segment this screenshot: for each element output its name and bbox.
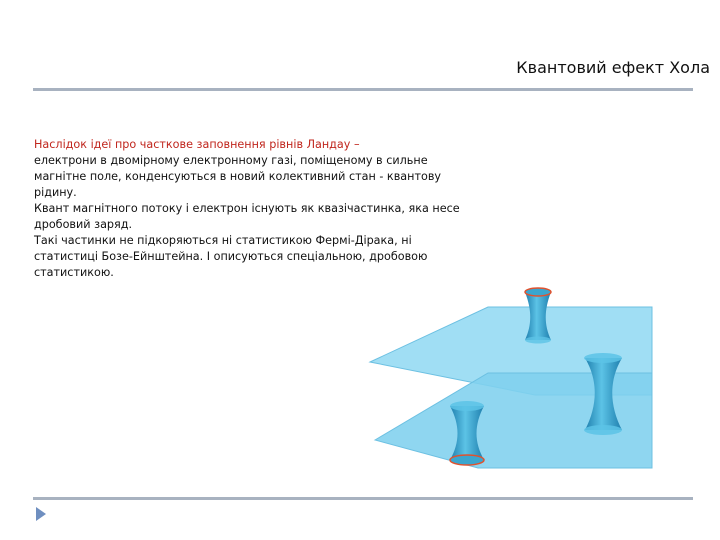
top-divider [33, 88, 693, 91]
body-line: Квант магнітного потоку і електрон існують як квазічастинка, яка несе [34, 202, 460, 215]
lead-line: Наслідок ідеї про часткове заповнення рівнів Ландау – [34, 138, 360, 151]
body-line: статистикою. [34, 266, 114, 279]
body-line: магнітне поле, конденсуються в новий колективний стан - квантову [34, 170, 442, 183]
body-line: дробовий заряд. [34, 218, 133, 231]
bottom-divider [33, 497, 693, 500]
body-line: Такі частинки не підкоряються ні статистикою Фермі-Дірака, ні [34, 234, 412, 247]
slide-body [34, 137, 534, 281]
quantum-hall-illustration [360, 280, 670, 480]
body-line: електрони в двомірному електронному газі, поміщеному в сильне [34, 154, 428, 167]
body-line: статистиці Бозе-Ейнштейна. І описуються спеціальною, дробовою [34, 250, 428, 263]
play-arrow-icon[interactable] [36, 507, 46, 521]
body-line: рідину. [34, 186, 77, 199]
slide-title: Квантовий ефект Хола [516, 58, 710, 77]
